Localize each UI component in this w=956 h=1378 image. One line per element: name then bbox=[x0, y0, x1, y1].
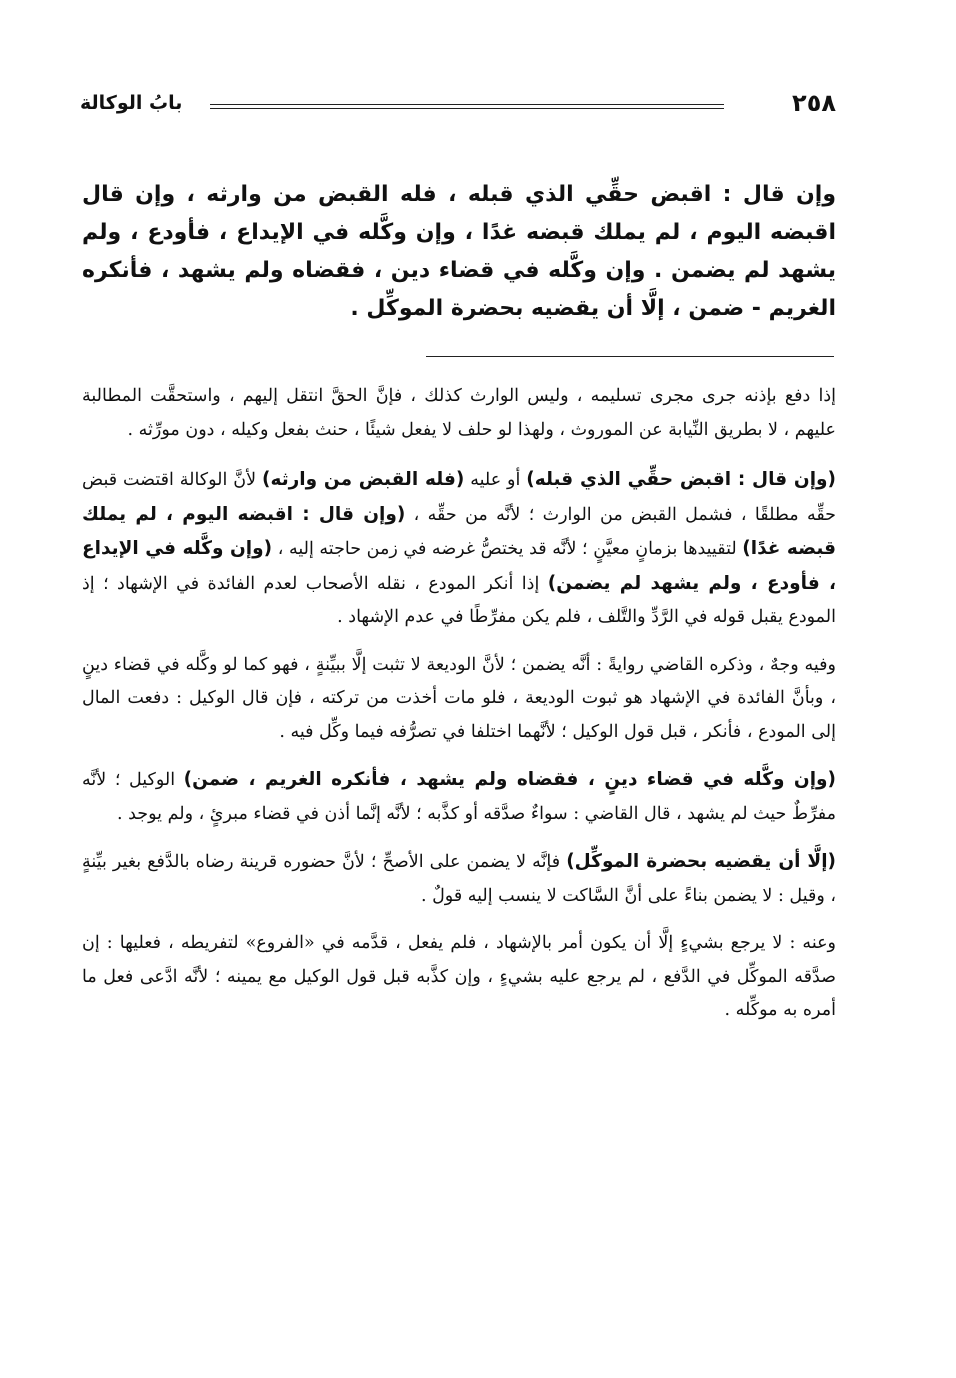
commentary-text: لأنَّ الوكالة اقتضت قبض حقِّه مطلقًا ، فشمل القبض من الوارث ؛ لأنَّه من حقِّه ، bbox=[82, 470, 836, 525]
commentary-paragraph-1: إذا دفع بإذنه جرى مجرى تسليمه ، وليس الوارث كذلك ، فإنَّ الحقَّ انتقل إليهم ، واستحقَّت المطالبة عليهم ، لا بطريق النِّيابة عن الموروث ، ولهذا لو حلف لا يفعل شيئًا ، حنث بفعل وكيله ، دون مورِّثه . bbox=[82, 386, 836, 440]
commentary-paragraph-4 bbox=[82, 763, 836, 831]
quoted-matn: (إلَّا أن يقضيه بحضرة الموكِّل) bbox=[566, 851, 836, 872]
header-rule bbox=[210, 104, 724, 105]
quoted-matn: (وإن قال : اقبضه اليوم ، لم يملك قبضه غدًا) bbox=[82, 503, 836, 559]
section-divider bbox=[426, 356, 834, 357]
matn-text: وإن قال : اقبض حقِّي الذي قبله ، فله القبض من وارثه ، وإن قال اقبضه اليوم ، لم يملك قبضه غدًا ، وإن وكَّله في الإيداع ، فأودع ، ولم يشهد لم يضمن . وإن وكَّله في قضاء دين ، فقضاه ولم يشهد ، فأنكره الغريم - ضمن ، إلَّا أن يقضيه بحضرة الموكِّل . bbox=[82, 182, 836, 321]
commentary-text: أو عليه bbox=[464, 470, 527, 490]
chapter-title: بابُ الوكالة bbox=[80, 92, 183, 114]
commentary bbox=[82, 380, 836, 1042]
commentary-text: الوكيل ؛ لأنَّه مفرِّطٌ حيث لم يشهد ، قال القاضي : سواءٌ صدَّقه أو كذَّبه ؛ لأنَّه إنَّما أذن في قضاء مبرئٍ ، ولم يوجد . bbox=[82, 770, 836, 824]
page-number: ٢٥٨ bbox=[792, 89, 836, 117]
commentary-paragraph-2 bbox=[82, 463, 836, 635]
quoted-matn: (فله القبض من وارثه) bbox=[262, 469, 465, 490]
commentary-paragraph-3: وفيه وجهٌ ، وذكره القاضي روايةً : أنَّه يضمن ؛ لأنَّ الوديعة لا تثبت إلَّا ببيِّنةٍ ، فهو كما لو وكَّله في قضاء دينٍ ، وبأنَّ الفائدة في الإشهاد هو ثبوت الوديعة ، فلو مات أخذت من تركته ، فإن قال الوكيل : دفعت المال إلى المودع ، فأنكر ، قبل قول الوكيل ؛ لأنَّهما اختلفا في تصرُّفه فيما وكِّل فيه . bbox=[82, 654, 836, 742]
page-header bbox=[80, 88, 836, 124]
quoted-matn: (وإن قال : اقبض حقِّي الذي قبله) bbox=[526, 469, 837, 490]
commentary-paragraph-5 bbox=[82, 845, 836, 913]
commentary-text: إذا أنكر المودع ، نقله الأصحاب لعدم الفائدة في الإشهاد ؛ إذ المودع يقبل قوله في الرَّدِّ والتَّلف ، فلم يكن مفرِّطًا في عدم الإشهاد . bbox=[82, 573, 836, 627]
commentary-paragraph-6: وعنه : لا يرجع بشيءٍ إلَّا أن يكون أمر بالإشهاد ، فلم يفعل ، قدَّمه في «الفروع» لتفريطه ، فعليها : إن صدَّقه الموكِّل في الدَّفع ، لم يرجع عليه بشيءٍ ، وإن كذَّبه قبل قول الوكيل مع يمينه ؛ لأنَّه ادَّعى فعل ما أمره به موكِّله . bbox=[82, 933, 836, 1020]
quoted-matn: (وإن وكَّله في قضاء دينٍ ، فقضاه ولم يشهد ، فأنكره الغريم ، ضمن) bbox=[183, 769, 837, 790]
commentary-text: فإنَّه لا يضمن على الأصحِّ ؛ لأنَّ حضوره قرينة رضاه بالدَّفع بغير بيِّنةٍ ، وقيل : لا يضمن بناءً على أنَّ السَّاكت لا ينسب إليه قولٌ . bbox=[82, 852, 836, 906]
quoted-matn: (وإن وكَّله في الإيداع ، فأودع ، ولم يشهد لم يضمن) bbox=[82, 538, 837, 594]
commentary-text: لتقييدها بزمانٍ معيَّنٍ ؛ لأنَّه قد يختصُّ غرضه في زمن حاجته إليه ، bbox=[272, 539, 743, 559]
